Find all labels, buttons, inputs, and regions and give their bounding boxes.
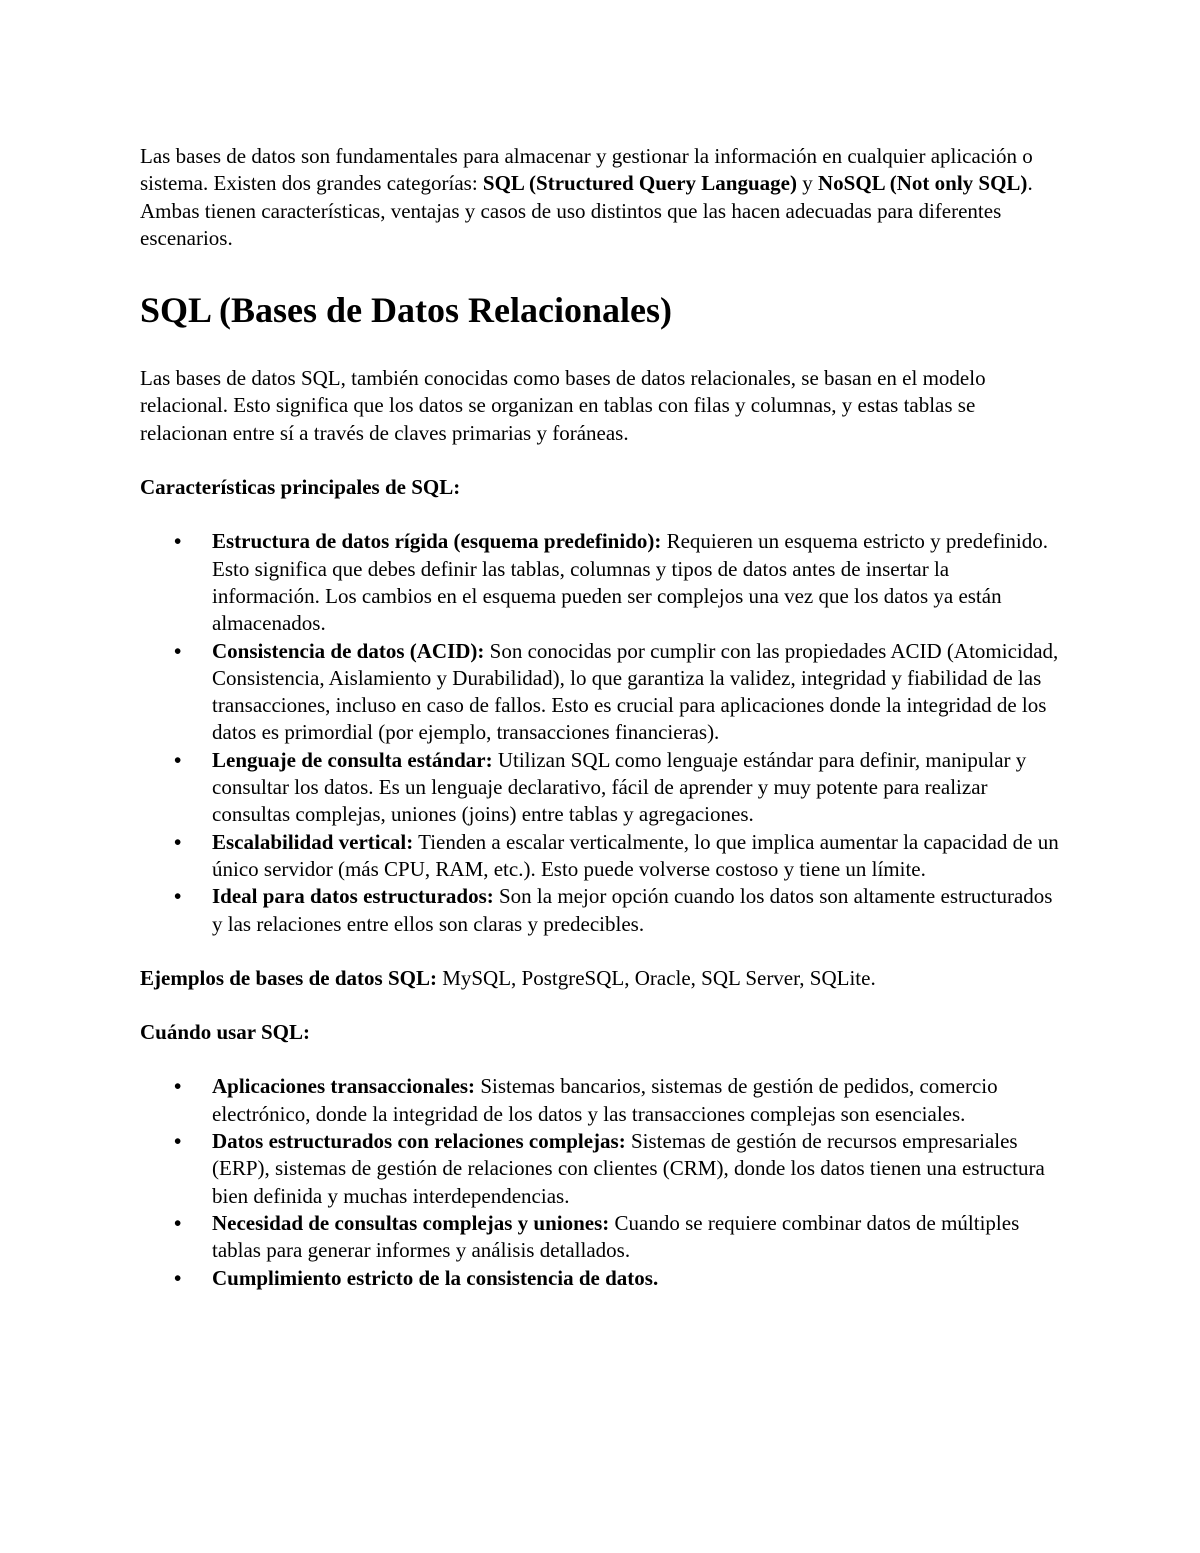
intro-paragraph <box>140 143 1060 252</box>
features-heading: Características principales de SQL: <box>140 475 461 500</box>
section-heading: SQL (Bases de Datos Relacionales) <box>140 290 673 331</box>
list-item-title: Datos estructurados con relaciones complejas: <box>212 1129 626 1154</box>
list-item-text: Tienden a escalar verticalmente, lo que implica aumentar la capacidad de un único servidor (más CPU, RAM, etc.). Esto puede volverse costoso y tiene un límite. <box>212 829 1059 881</box>
list-item-text: Son conocidas por cumplir con las propiedades ACID (Atomicidad, Consistencia, Aislamiento y Durabilidad), lo que garantiza la validez, integridad y fiabilidad de las transacciones, incluso en caso de fallos. Esto es crucial para aplicaciones donde la integridad de los datos es primordial (por ejemplo, transacciones financieras). <box>212 638 1059 745</box>
list-item-title: Ideal para datos estructurados: <box>212 884 494 909</box>
list-item <box>140 829 1060 884</box>
intro-bold-sql: SQL (Structured Query Language) <box>482 171 797 196</box>
bullet-icon: • <box>174 829 182 854</box>
list-item <box>140 528 1060 637</box>
list-item-title: Consistencia de datos (ACID): <box>212 638 485 663</box>
intro-text-1: Las bases de datos son fundamentales para almacenar y gestionar la información en cualquier aplicación o sistema. Existen dos grandes categorías: <box>140 144 1033 196</box>
bullet-icon: • <box>174 529 182 554</box>
list-item <box>140 1210 1060 1265</box>
features-list <box>140 528 1060 937</box>
list-item-title: Cumplimiento estricto de la consistencia de datos. <box>212 1265 659 1290</box>
usage-heading: Cuándo usar SQL: <box>140 1020 311 1045</box>
usage-list <box>140 1073 1060 1291</box>
list-item-text: Requieren un esquema estricto y predefinido. Esto significa que debes definir las tablas, columnas y tipos de datos antes de insertar la información. Los cambios en el esquema pueden ser complejos una vez que los datos ya están almacenados. <box>212 529 1048 636</box>
bullet-icon: • <box>174 1265 182 1290</box>
bullet-icon: • <box>174 638 182 663</box>
list-item <box>140 638 1060 747</box>
list-item-title: Estructura de datos rígida (esquema predefinido): <box>212 529 662 554</box>
bullet-icon: • <box>174 1210 182 1235</box>
section-description: Las bases de datos SQL, también conocidas como bases de datos relacionales, se basan en el modelo relacional. Esto significa que los datos se organizan en tablas con filas y columnas, y estas tablas se relacionan entre sí a través de claves primarias y foráneas. <box>140 366 986 445</box>
list-item-title: Necesidad de consultas complejas y uniones: <box>212 1210 610 1235</box>
bullet-icon: • <box>174 747 182 772</box>
list-item-text: Sistemas de gestión de recursos empresariales (ERP), sistemas de gestión de relaciones con clientes (CRM), donde los datos tienen una estructura bien definida y muchas interdependencias. <box>212 1129 1045 1208</box>
document-page <box>140 143 1060 1319</box>
list-item-title: Lenguaje de consulta estándar: <box>212 747 493 772</box>
list-item <box>140 747 1060 829</box>
list-item-title: Escalabilidad vertical: <box>212 829 414 854</box>
list-item-text: Sistemas bancarios, sistemas de gestión de pedidos, comercio electrónico, donde la integridad de los datos y las transacciones complejas son esenciales. <box>212 1074 998 1126</box>
list-item <box>140 1128 1060 1210</box>
list-item <box>140 1265 1060 1292</box>
bullet-icon: • <box>174 1074 182 1099</box>
list-item <box>140 1073 1060 1128</box>
list-item-text: Cuando se requiere combinar datos de múltiples tablas para generar informes y análisis detallados. <box>212 1210 1020 1263</box>
list-item-text: Utilizan SQL como lenguaje estándar para definir, manipular y consultar los datos. Es un lenguaje declarativo, fácil de aprender y muy potente para realizar consultas complejas, uniones (joins) entre tablas y agregaciones. <box>212 747 1027 827</box>
examples-text: MySQL, PostgreSQL, Oracle, SQL Server, SQLite. <box>436 965 876 990</box>
intro-text-3: . Ambas tienen características, ventajas y casos de uso distintos que las hacen adecuadas para diferentes escenarios. <box>140 171 1033 250</box>
examples-label: Ejemplos de bases de datos SQL: <box>140 965 437 990</box>
bullet-icon: • <box>174 1129 182 1154</box>
intro-bold-nosql: NoSQL (Not only SQL) <box>817 171 1028 196</box>
list-item-text: Son la mejor opción cuando los datos son altamente estructurados y las relaciones entre ellos son claras y predecibles. <box>212 884 1053 936</box>
list-item-title: Aplicaciones transaccionales: <box>212 1074 476 1099</box>
bullet-icon: • <box>174 884 182 909</box>
intro-text-2: y <box>796 171 818 196</box>
examples-paragraph <box>140 965 1060 992</box>
list-item <box>140 883 1060 938</box>
